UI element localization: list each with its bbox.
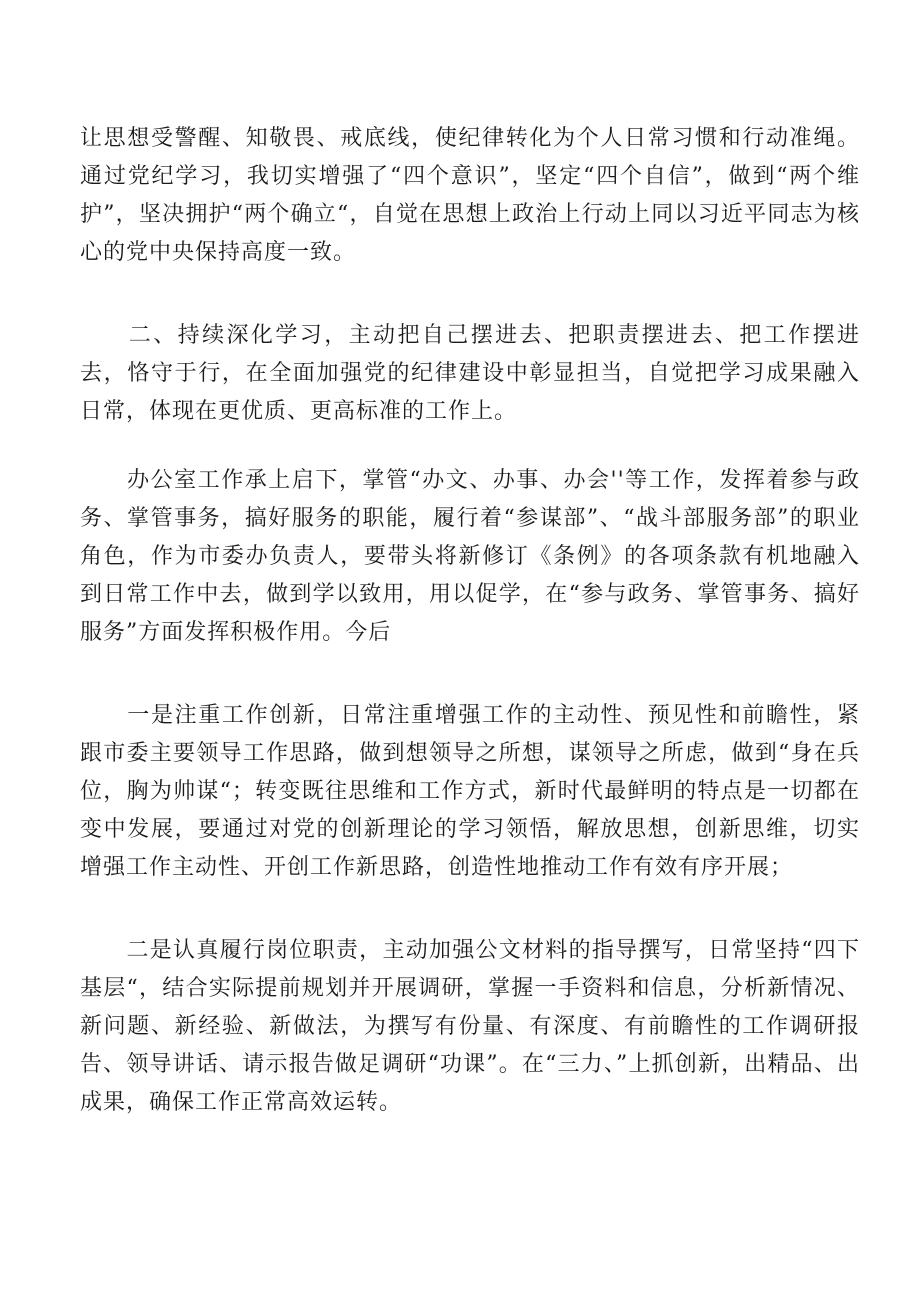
paragraph-1: 让思想受警醒、知敬畏、戒底线，使纪律转化为个人日常习惯和行动准绳。通过党纪学习，我切实增强了“四个意识”，坚定“四个自信”，做到“两个维护”，坚决拥护“两个确立“，自觉在思想上政治上行动上同以习近平同志为核心的党中央保持高度一致。 <box>80 126 860 265</box>
paragraph-5: 二是认真履行岗位职责，主动加强公文材料的指导撰写，日常坚持“四下基层“，结合实际提前规划并开展调研，掌握一手资料和信息，分析新情况、新问题、新经验、新做法，为撰写有份量、有深度、有前瞻性的工作调研报告、领导讲话、请示报告做足调研“功课”。在“三力、”上抓创新，出精品、出成果，确保工作正常高效运转。 <box>80 938 860 1115</box>
paragraph-2-heading: 二、持续深化学习，主动把自己摆进去、把职责摆进去、把工作摆进去，恪守于行，在全面加强党的纪律建设中彰显担当，自觉把学习成果融入日常，体现在更优质、更高标准的工作上。 <box>80 323 860 424</box>
paragraph-4: 一是注重工作创新，日常注重增强工作的主动性、预见性和前瞻性，紧跟市委主要领导工作思路，做到想领导之所想，谋领导之所虑，做到“身在兵位，胸为帅谋“；转变既往思维和工作方式，新时代最鲜明的特点是一切都在变中发展，要通过对党的创新理论的学习领悟，解放思想，创新思维，切实增强工作主动性、开创工作新思路，创造性地推动工作有效有序开展； <box>80 703 860 880</box>
paragraph-3: 办公室工作承上启下，掌管“办文、办事、办会''等工作，发挥着参与政务、掌管事务，搞好服务的职能，履行着“参谋部”、“战斗部服务部”的职业角色，作为市委办负责人，要带头将新修订《条例》的各项条款有机地融入到日常工作中去，做到学以致用，用以促学，在“参与政务、掌管事务、搞好服务”方面发挥积极作用。今后 <box>80 468 860 645</box>
